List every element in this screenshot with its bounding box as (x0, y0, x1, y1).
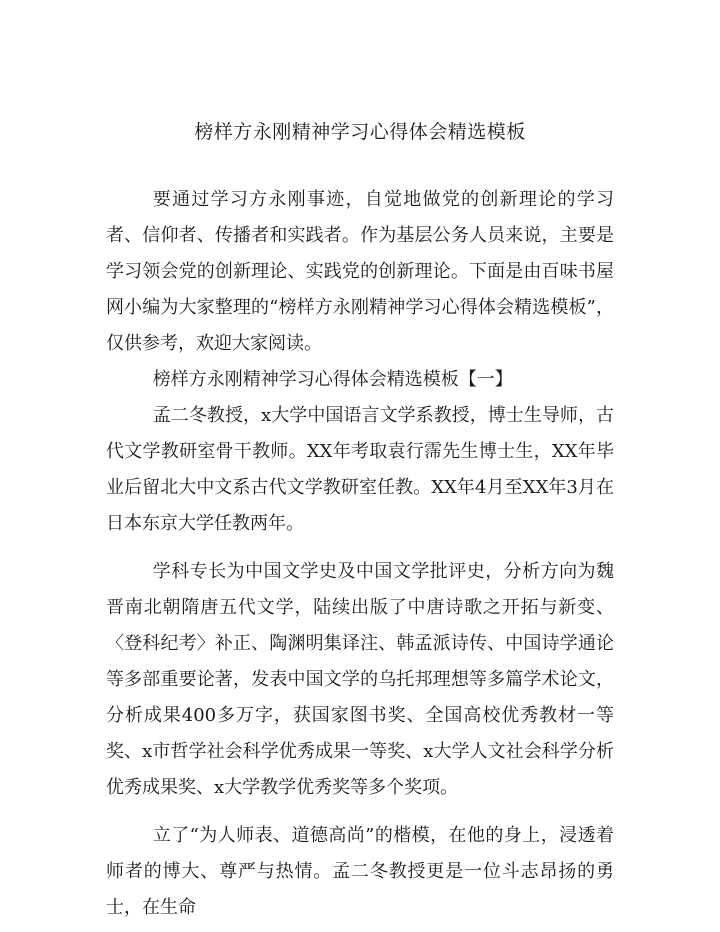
intro-paragraph: 要通过学习方永刚事迹，自觉地做党的创新理论的学习者、信仰者、传播者和实践者。作为基层公务人员来说，主要是学习领会党的创新理论、实践党的创新理论。下面是由百味书屋网小编为大家整理的“榜样方永刚精神学习心得体会精选模板”，仅供参考，欢迎大家阅读。 (106, 189, 614, 354)
document-body (106, 182, 614, 926)
body-paragraph-1: 孟二冬教授，x大学中国语言文学系教授，博士生导师，古代文学教研室骨干教师。XX年考取袁行霈先生博士生，XX年毕业后留北大中文系古代文学教研室任教。XX年4月至XX年3月在日本东京大学任教两年。 (106, 405, 614, 534)
body-paragraph-3: 立了“为人师表、道德高尚”的楷模，在他的身上，浸透着师者的博大、尊严与热情。孟二冬教授更是一位斗志昂扬的勇士，在生命 (106, 825, 614, 918)
section-heading: 榜样方永刚精神学习心得体会精选模板【一】 (152, 369, 513, 390)
body-paragraph-2: 学科专长为中国文学史及中国文学批评史，分析方向为魏晋南北朝隋唐五代文学，陆续出版了中唐诗歌之开拓与新变、〈登科纪考〉补正、陶渊明集译注、韩孟派诗传、中国诗学通论等多部重要论著，发表中国文学的乌托邦理想等多篇学术论文，分析成果400多万字，获国家图书奖、全国高校优秀教材一等奖、x市哲学社会科学优秀成果一等奖、x大学人文社会科学分析优秀成果奖、x大学教学优秀奖等多个奖项。 (106, 561, 614, 798)
document-title: 榜样方永刚精神学习心得体会精选模板 (194, 121, 526, 143)
